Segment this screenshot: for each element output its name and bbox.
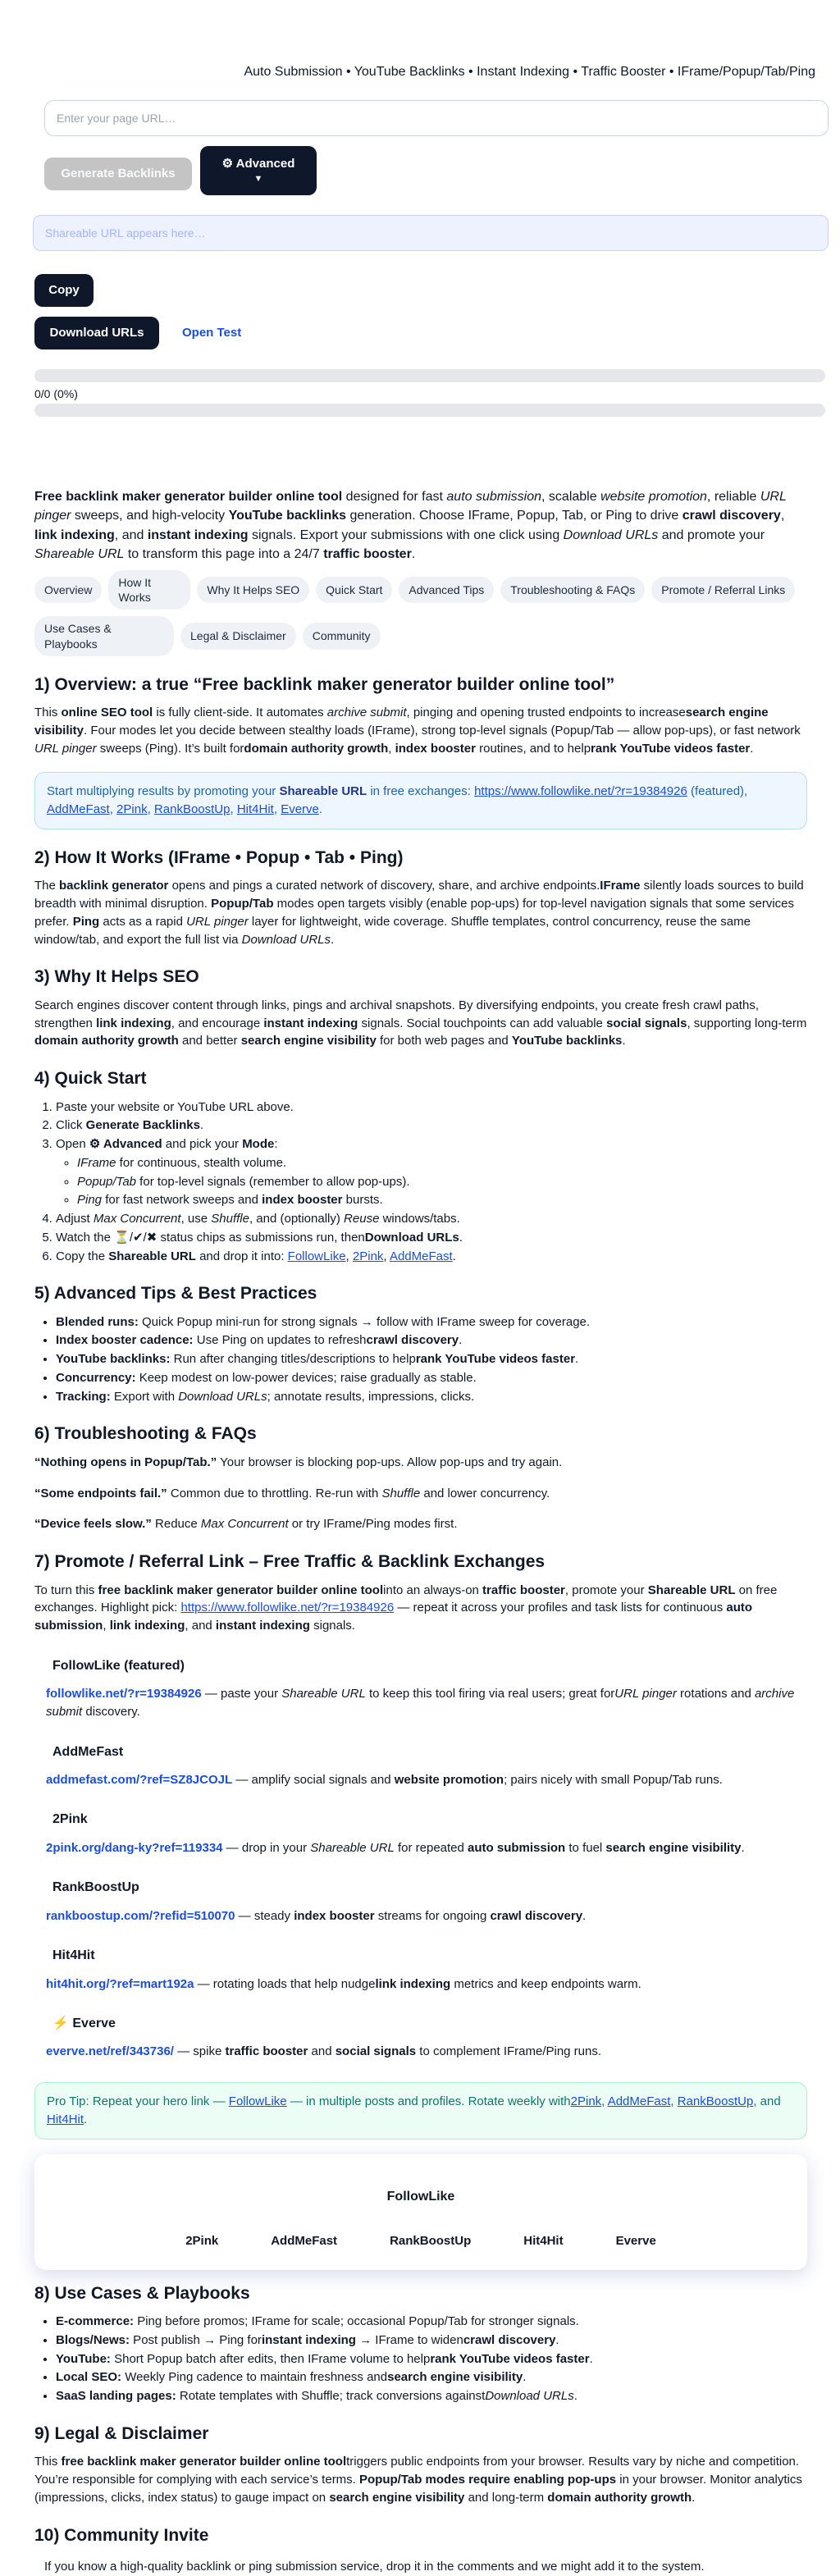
top-tagline: Auto Submission • YouTube Backlinks • Instant Indexing • Traffic Booster • IFrame/Popup/Tab/Ping (244, 65, 815, 79)
referral-title: FollowLike (featured) (52, 1658, 185, 1673)
chip-overview[interactable]: Overview (34, 577, 102, 603)
list-item: 1. Paste your website or YouTube URL above. (56, 1098, 807, 1117)
copy-button[interactable]: Copy (34, 274, 94, 307)
section-heading: 2) How It Works (IFrame • Popup • Tab • Ping) (34, 847, 404, 867)
chip-promote[interactable]: Promote / Referral Links (651, 577, 795, 603)
community-text: If you know a high-quality backlink or ping submission service, drop it in the comments and we might add it to the system. (44, 2559, 705, 2574)
followlike-link[interactable]: FollowLike (287, 1249, 346, 1263)
advanced-label: ⚙ Advanced (221, 157, 295, 171)
list-item: • YouTube: Short Popup batch after edits, then IFrame volume to helprank YouTube videos faster. (56, 2350, 807, 2368)
hit4hit-ref-link[interactable]: hit4hit.org/?ref=mart192a (46, 1976, 194, 1991)
followlike-link[interactable]: https://www.followlike.net/?r=19384926 (474, 784, 687, 799)
url-input[interactable] (44, 100, 829, 136)
pro-tip: Pro Tip: Repeat your hero link — FollowLike — in multiple posts and profiles. Rotate weekly with2Pink, AddMeFast, RankBoostUp, and Hit4Hit. (34, 2082, 807, 2140)
overview-text: This online SEO tool is fully client-side. It automates archive submit, pinging and opening trusted endpoints to increasesearch engine visibility. Four modes let you decide between stealthy loads (IFrame), strong top-level signals (Popup/Tab — allow pop-ups), or fast network URL pinger sweeps (Ping). It’s built fordomain authority growth, index booster routines, and to helprank YouTube videos faster. (34, 706, 801, 756)
list-item: ◦ Popup/Tab for top-level signals (remember to allow pop-ups). (77, 1173, 807, 1191)
referral-title: ⚡ Everve (52, 2016, 116, 2031)
card-featured-link[interactable]: FollowLike (386, 2189, 455, 2204)
list-item: • Tracking: Export with Download URLs; annotate results, impressions, clicks. (56, 1388, 807, 1406)
section-heading: 1) Overview: a true “Free backlink maker generator builder online tool” (34, 674, 615, 694)
rankboostup-link[interactable]: RankBoostUp (677, 2094, 754, 2109)
referral-title: Hit4Hit (52, 1948, 95, 1963)
use-cases-list (34, 2313, 807, 2405)
chip-quick-start[interactable]: Quick Start (316, 577, 392, 603)
card-link[interactable]: 2Pink (185, 2233, 219, 2248)
rankboostup-link[interactable]: RankBoostUp (153, 802, 231, 817)
section-heading: 6) Troubleshooting & FAQs (34, 1424, 257, 1444)
section-heading: 10) Community Invite (34, 2525, 209, 2545)
progress-bar-secondary (34, 404, 825, 417)
status-icons: ⏳/✔/✖ (114, 1230, 158, 1245)
progress-bar (34, 369, 825, 382)
hit4hit-link[interactable]: Hit4Hit (47, 2112, 84, 2126)
why-seo-text: Search engines discover content through links, pings and archival snapshots. By diversifying endpoints, you create fresh crawl paths, strengthen link indexing, and encourage instant indexing signals. Social touchpoints can add valuable social signals, supporting long-term domain authority growth and better search engine visibility for both web pages and YouTube backlinks. (34, 998, 807, 1048)
list-item: • Index booster cadence: Use Ping on updates to refreshcrawl discovery. (56, 1331, 807, 1350)
shareable-url-field[interactable] (33, 215, 829, 251)
chip-use-cases[interactable]: Use Cases & Playbooks (34, 616, 174, 655)
section-nav (34, 570, 822, 656)
card-link[interactable]: Everve (615, 2233, 656, 2248)
card-link[interactable]: Hit4Hit (523, 2233, 564, 2248)
addmefast-link[interactable]: AddMeFast (607, 2094, 671, 2109)
list-item: • Blended runs: Quick Popup mini-run for strong signals → follow with IFrame sweep for coverage. (56, 1313, 807, 1331)
referral-body: followlike.net/?r=19384926 — paste your Shareable URL to keep this tool firing via real users; great forURL pinger rotations and archive submit discovery. (46, 1687, 795, 1719)
list-item: • SaaS landing pages: Rotate templates with Shuffle; track conversions againstDownload URLs. (56, 2387, 807, 2405)
list-item: ◦ Ping for fast network sweeps and index booster bursts. (77, 1191, 807, 1209)
list-item: 6. Copy the Shareable URL and drop it into: FollowLike, 2Pink, AddMeFast. (56, 1248, 807, 1266)
hit4hit-link[interactable]: Hit4Hit (236, 802, 274, 817)
list-item: 2. Click Generate Backlinks. (56, 1117, 807, 1135)
quick-start-list (34, 1098, 807, 1266)
everve-link[interactable]: Everve (281, 802, 319, 817)
share-placeholder: Shareable URL appears here… (45, 226, 206, 240)
list-item: • Local SEO: Weekly Ping cadence to maintain freshness andsearch engine visibility. (56, 2368, 807, 2386)
section-heading: 3) Why It Helps SEO (34, 967, 199, 987)
list-item: 4. Adjust Max Concurrent, use Shuffle, and (optionally) Reuse windows/tabs. (56, 1210, 807, 1228)
everve-ref-link[interactable]: everve.net/ref/343736/ (46, 2044, 174, 2059)
download-urls-button[interactable]: Download URLs (34, 317, 159, 349)
chip-how-it-works[interactable]: How It Works (108, 570, 190, 610)
section-heading: 9) Legal & Disclaimer (34, 2423, 209, 2443)
advanced-button[interactable] (200, 146, 317, 195)
how-it-works-text: The backlink generator opens and pings a curated network of discovery, share, and archive endpoints.IFrame silently loads sources to build breadth with minimal disruption. Popup/Tab modes open targets visibly (enable pop-ups) for top-level navigation signals that some services prefer. Ping acts as a rapid URL pinger layer for lightweight, wide coverage. Shuffle templates, control concurrency, reuse the same window/tab, and export the full list via Download URLs. (34, 879, 804, 947)
section-heading: 8) Use Cases & Playbooks (34, 2283, 250, 2303)
url-placeholder: Enter your page URL… (57, 111, 176, 125)
open-test-link[interactable]: Open Test (182, 326, 242, 340)
list-item: 5. Watch the ⏳/✔/✖ status chips as submissions run, thenDownload URLs. (56, 1229, 807, 1247)
list-item: ◦ IFrame for continuous, stealth volume. (77, 1154, 807, 1172)
section-heading: 7) Promote / Referral Link – Free Traffic & Backlink Exchanges (34, 1552, 546, 1572)
referral-body: rankboostup.com/?refid=510070 — steady index booster streams for ongoing crawl discovery. (46, 1908, 587, 1923)
addmefast-ref-link[interactable]: addmefast.com/?ref=SZ8JCOJL (46, 1772, 233, 1787)
list-item: • Blogs/News: Post publish → Ping forinstant indexing → IFrame to widencrawl discovery. (56, 2332, 807, 2350)
followlike-link[interactable]: FollowLike (228, 2094, 287, 2109)
promote-text: To turn this free backlink maker generator builder online toolinto an always-on traffic booster, promote your Shareable URL on free exchanges. Highlight pick: https://www.followlike.net/?r=19384926 — repeat it across your profiles and task lists for continuous auto submission, link indexing, and instant indexing signals. (34, 1583, 778, 1633)
section-overview (34, 673, 807, 2576)
2pink-link[interactable]: 2Pink (352, 1249, 384, 1263)
legal-text: This free backlink maker generator builder online tooltriggers public endpoints from your browser. Results vary by niche and competition. You’re responsible for complying with each service’s terms. Popup/Tab modes require enabling pop-ups in your browser. Monitor analytics (impressions, clicks, index status) to gauge impact on search engine visibility and long-term domain authority growth. (34, 2455, 802, 2505)
section-heading: 5) Advanced Tips & Best Practices (34, 1284, 317, 1304)
advanced-tips-list (34, 1313, 807, 1406)
2pink-link[interactable]: 2Pink (116, 802, 148, 817)
addmefast-link[interactable]: AddMeFast (47, 802, 110, 817)
faq-item: “Device feels slow.” Reduce Max Concurrent or try IFrame/Ping modes first. (34, 1517, 458, 1532)
referral-body: addmefast.com/?ref=SZ8JCOJL — amplify social signals and website promotion; pairs nicely with small Popup/Tab runs. (46, 1772, 723, 1787)
referral-title: RankBoostUp (52, 1880, 139, 1895)
chip-why-seo[interactable]: Why It Helps SEO (197, 577, 309, 603)
chevron-down-icon: ▼ (253, 173, 263, 184)
rankboostup-ref-link[interactable]: rankboostup.com/?refid=510070 (46, 1908, 235, 1923)
chip-legal[interactable]: Legal & Disclaimer (180, 623, 296, 649)
chip-troubleshooting[interactable]: Troubleshooting & FAQs (500, 577, 645, 603)
followlike-link[interactable]: https://www.followlike.net/?r=19384926 (180, 1601, 395, 1615)
list-item: 3. Open ⚙ Advanced and pick your Mode: ◦ IFrame for continuous, stealth volume. ◦ Popup/Tab for top-level signals (remember to allow pop-ups). ◦ Ping for fast network sweeps and index booster bursts. (56, 1135, 807, 1209)
faq-item: “Nothing opens in Popup/Tab.” Your browser is blocking pop-ups. Allow pop-ups and try again. (34, 1455, 563, 1469)
generate-backlinks-button[interactable]: Generate Backlinks (44, 158, 192, 190)
card-link[interactable]: RankBoostUp (390, 2233, 472, 2248)
addmefast-link[interactable]: AddMeFast (389, 1249, 453, 1263)
section-heading: 4) Quick Start (34, 1069, 147, 1089)
referral-body: everve.net/ref/343736/ — spike traffic booster and social signals to complement IFrame/Ping runs. (46, 2044, 602, 2059)
followlike-ref-link[interactable]: followlike.net/?r=19384926 (46, 1687, 202, 1701)
2pink-link[interactable]: 2Pink (570, 2094, 602, 2109)
2pink-ref-link[interactable]: 2pink.org/dang-ky?ref=119334 (46, 1840, 223, 1855)
referral-title: AddMeFast (52, 1744, 124, 1759)
list-item: • E-commerce: Ping before promos; IFrame for scale; occasional Popup/Tab for stronger signals. (56, 2313, 807, 2331)
card-link[interactable]: AddMeFast (271, 2233, 338, 2248)
referral-body: 2pink.org/dang-ky?ref=119334 — drop in your Shareable URL for repeated auto submission to fuel search engine visibility. (46, 1840, 745, 1855)
chip-community[interactable]: Community (303, 623, 381, 649)
intro-paragraph: Free backlink maker generator builder online tool designed for fast auto submission, scalable website promotion, reliable URL pinger sweeps, and high-velocity YouTube backlinks generation. Choose IFrame, Popup, Tab, or Ping to drive crawl discovery, link indexing, and instant indexing signals. Export your submissions with one click using Download URLs and promote your Shareable URL to transform this page into a 24/7 traffic booster. (34, 490, 787, 561)
progress-text: 0/0 (0%) (34, 387, 78, 400)
referral-body: hit4hit.org/?ref=mart192a — rotating loads that help nudgelink indexing metrics and keep endpoints warm. (46, 1976, 641, 1991)
exchange-links-card (34, 2154, 807, 2270)
list-item: • Concurrency: Keep modest on low-power devices; raise gradually as stable. (56, 1369, 807, 1387)
referral-title: 2Pink (52, 1812, 88, 1827)
promo-callout: Start multiplying results by promoting your Shareable URL in free exchanges: https://www.followlike.net/?r=19384926 (featured), AddMeFast, 2Pink, RankBoostUp, Hit4Hit, Everve. (34, 772, 807, 829)
chip-advanced-tips[interactable]: Advanced Tips (399, 577, 494, 603)
faq-item: “Some endpoints fail.” Common due to throttling. Re-run with Shuffle and lower concurrency. (34, 1486, 550, 1500)
list-item: • YouTube backlinks: Run after changing titles/descriptions to helprank YouTube videos faster. (56, 1350, 807, 1368)
